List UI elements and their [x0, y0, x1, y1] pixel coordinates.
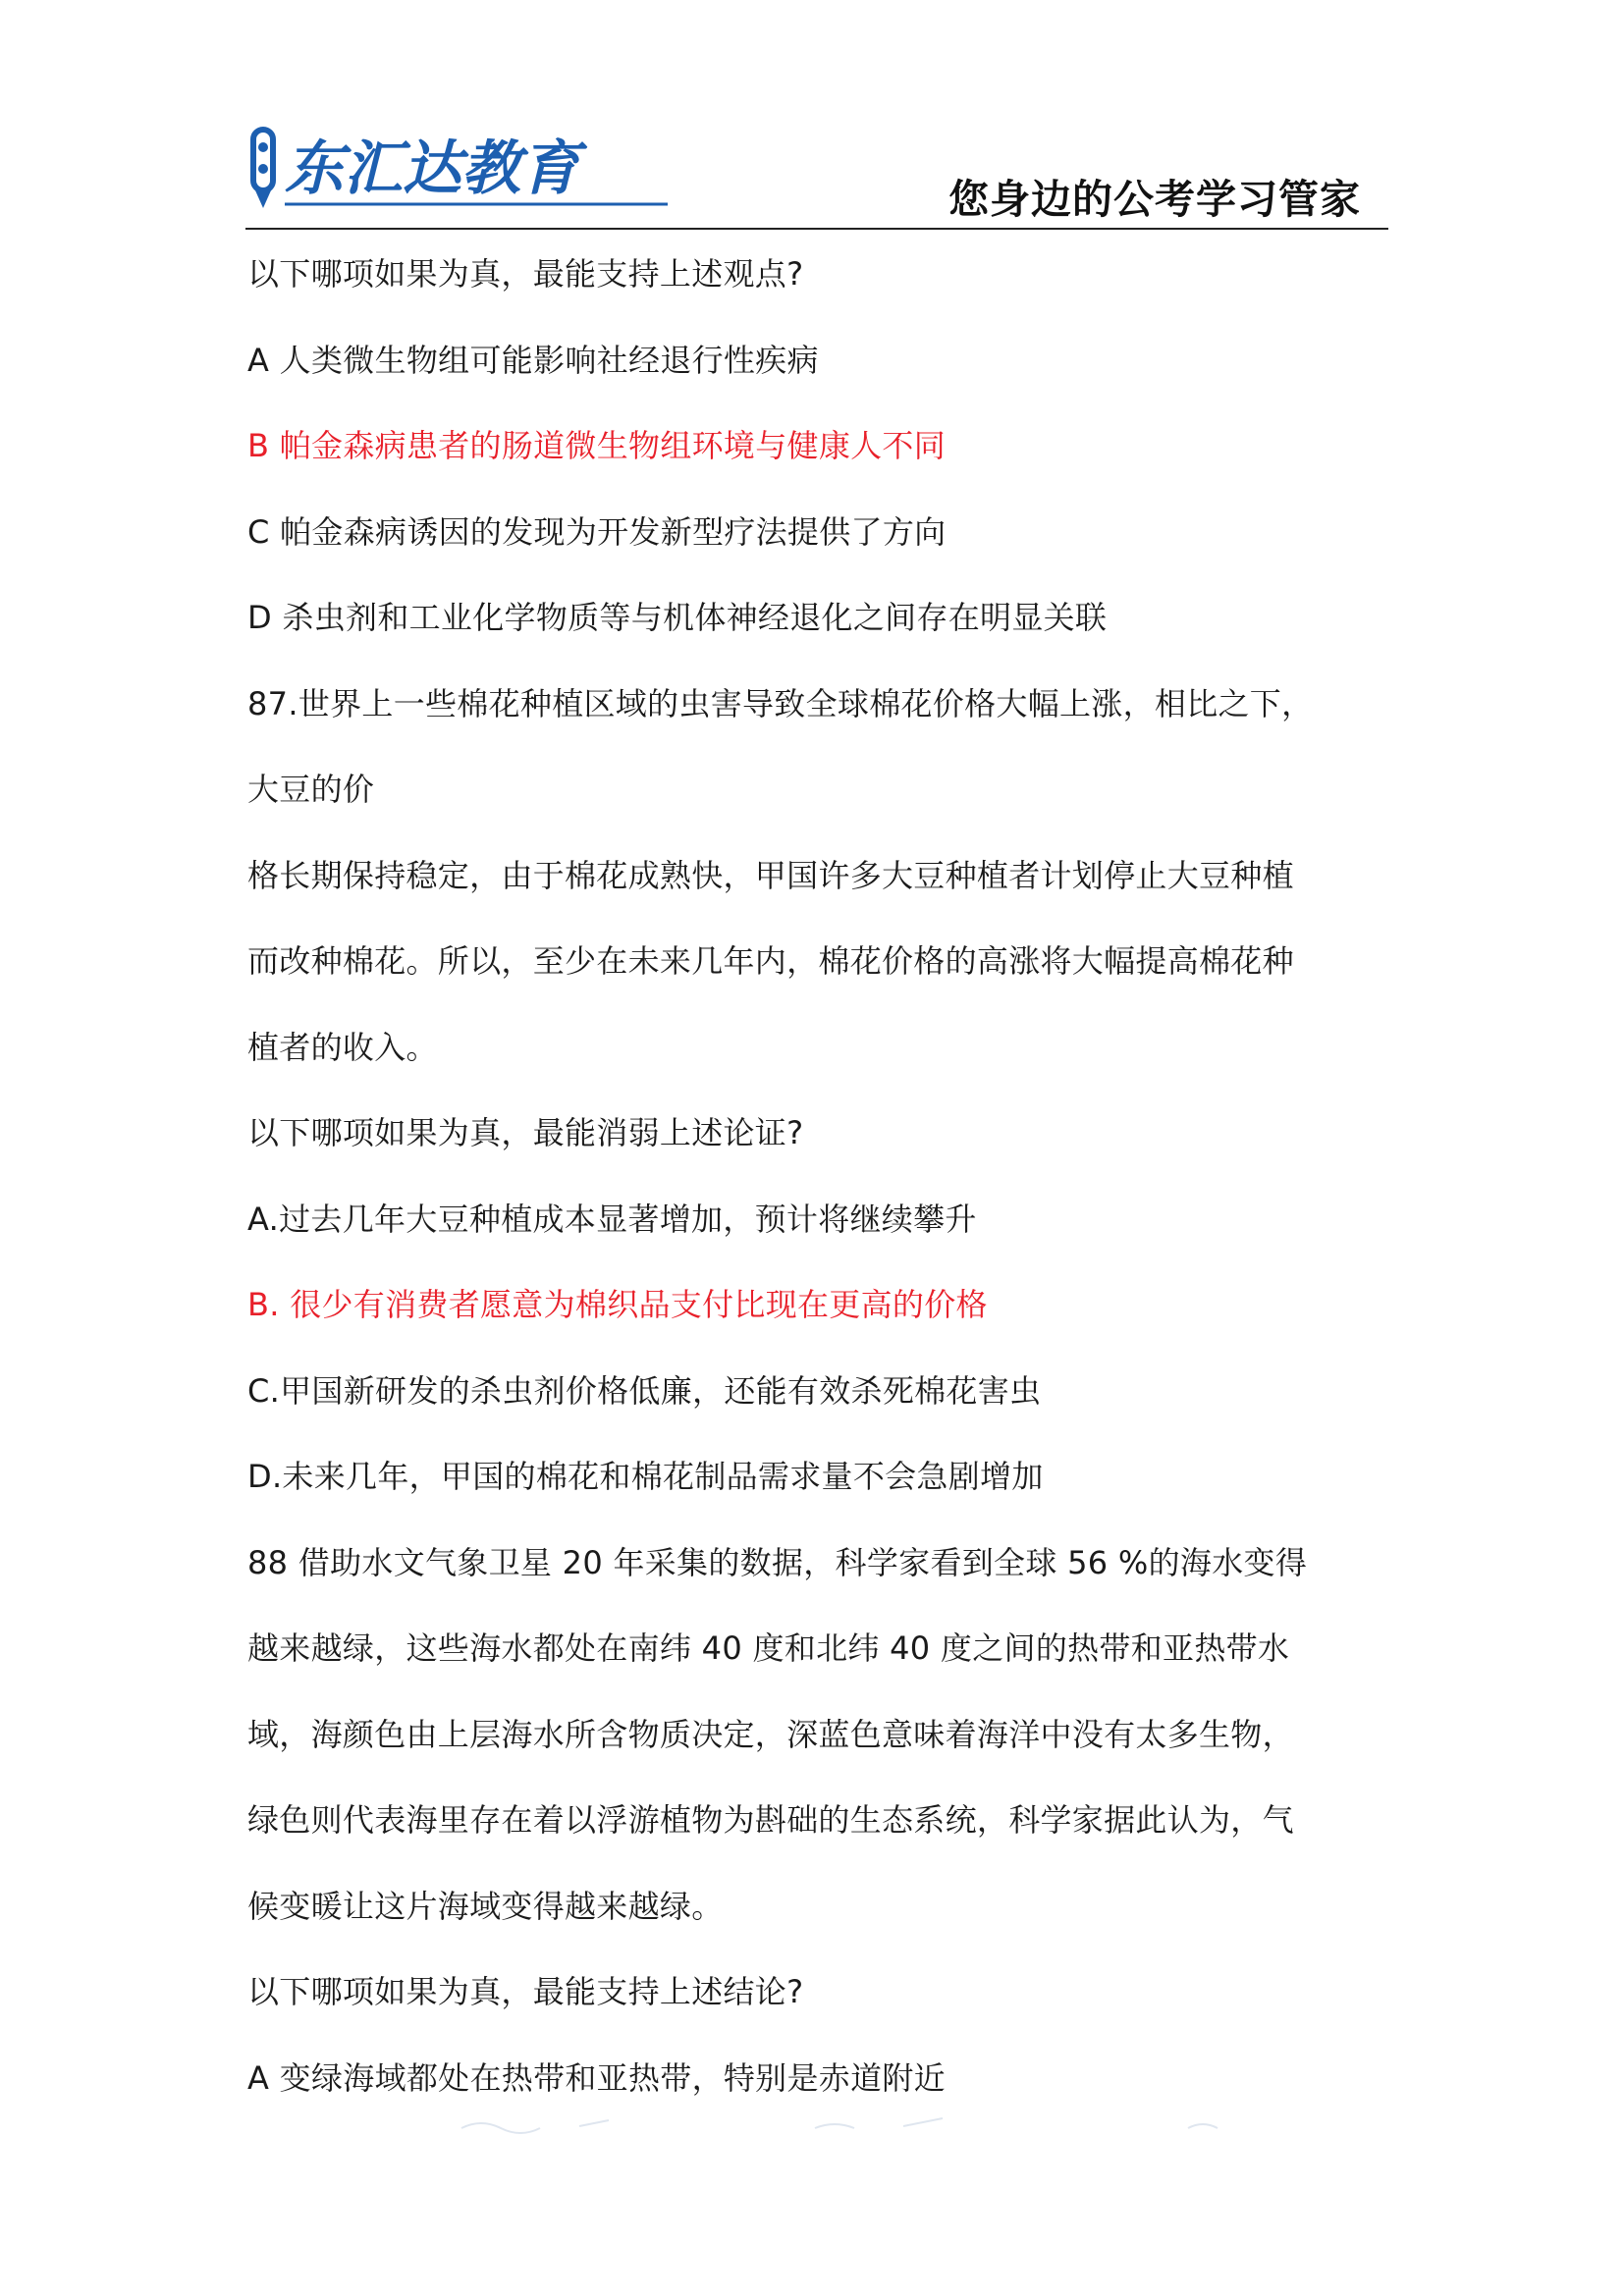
- text-line: D 杀虫剂和工业化学物质等与机体神经退化之间存在明显关联: [247, 599, 1108, 636]
- text-line: 87.世界上一些棉花种植区域的虫害导致全球棉花价格大幅上涨，相比之下，: [247, 684, 1314, 722]
- text-line: 大豆的价: [247, 771, 375, 808]
- text-line: 域，海颜色由上层海水所含物质决定，深蓝色意味着海洋中没有太多生物，: [247, 1715, 1294, 1753]
- header-divider: [245, 228, 1388, 230]
- text-line: 候变暖让这片海域变得越来越绿。: [247, 1887, 724, 1925]
- header-tagline: 您身边的公考学习管家: [948, 176, 1361, 223]
- document-body: [247, 232, 1391, 2121]
- text-line: 而改种棉花。所以，至少在未来几年内，棉花价格的高涨将大幅提高棉花种: [247, 942, 1294, 980]
- text-line: 绿色则代表海里存在着以浮游植物为斟础的生态系统，科学家据此认为，气: [247, 1801, 1294, 1839]
- text-line: C 帕金森病诱因的发现为开发新型疗法提供了方向: [247, 512, 947, 551]
- text-line: C.甲国新研发的杀虫剂价格低廉，还能有效杀死棉花害虫: [247, 1371, 1042, 1410]
- faint-watermark: [442, 2110, 1326, 2140]
- text-line: D.未来几年，甲国的棉花和棉花制品需求量不会急剧增加: [247, 1458, 1044, 1495]
- brand-logo: [245, 118, 677, 216]
- page-header: [245, 108, 1388, 230]
- text-line: A.过去几年大豆种植成本显著增加，预计将继续攀升: [247, 1200, 977, 1238]
- text-line: A 人类微生物组可能影响社经退行性疾病: [247, 341, 819, 379]
- text-line: 格长期保持稳定，由于棉花成熟快，甲国许多大豆种植者计划停止大豆种植: [247, 856, 1294, 894]
- text-line: 以下哪项如果为真，最能支持上述结论?: [247, 1973, 804, 2010]
- text-line: 植者的收入。: [247, 1028, 438, 1066]
- text-line: 以下哪项如果为真，最能消弱上述论证?: [247, 1114, 804, 1151]
- answer-line: B 帕金森病患者的肠道微生物组环境与健康人不同: [247, 427, 947, 464]
- logo-text: 东汇达教育: [285, 134, 579, 203]
- text-line: A 变绿海域都处在热带和亚热带，特别是赤道附近: [247, 2058, 946, 2097]
- logo-emblem-icon: [253, 130, 273, 208]
- text-line: 以下哪项如果为真，最能支持上述观点?: [247, 255, 804, 293]
- text-line: 88 借助水文气象卫星 20 年采集的数据，科学家看到全球 56 %的海水变得: [247, 1543, 1308, 1581]
- answer-line: B. 很少有消费者愿意为棉织品支付比现在更高的价格: [247, 1286, 988, 1323]
- text-line: 越来越绿，这些海水都处在南纬 40 度和北纬 40 度之间的热带和亚热带水: [247, 1629, 1290, 1667]
